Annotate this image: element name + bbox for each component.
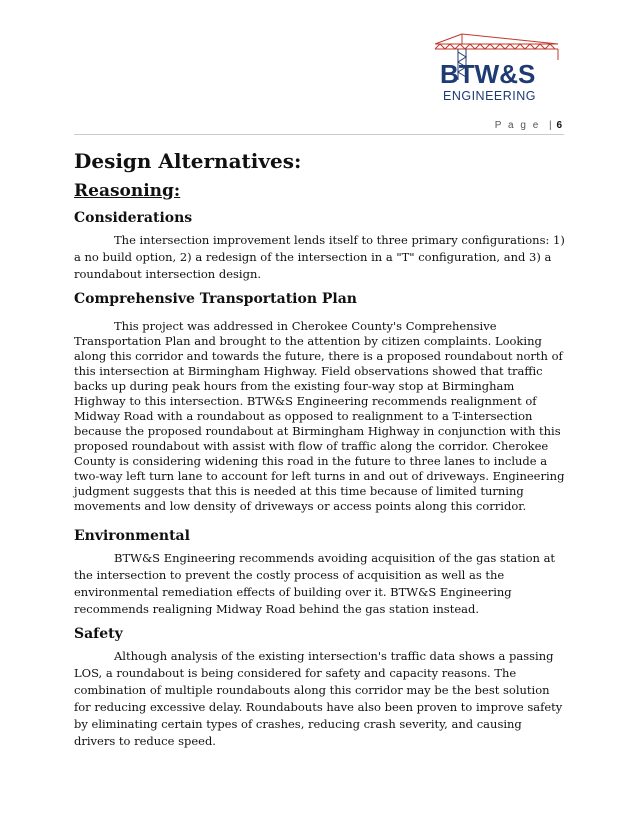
- logo-brand: BTW&S: [440, 59, 536, 89]
- page-number: [495, 120, 562, 131]
- page-separator: |: [549, 120, 552, 131]
- page-subtitle: Reasoning:: [74, 181, 181, 201]
- section-heading-safety: Safety: [74, 626, 123, 642]
- page-label: P a g e: [494, 120, 541, 131]
- crane-icon: [435, 34, 558, 60]
- section-heading-considerations: Considerations: [74, 210, 193, 226]
- logo-subtitle: ENGINEERING: [443, 89, 537, 103]
- header-rule: [74, 134, 564, 135]
- section-body-environmental: BTW&S Engineering recommends avoiding acquisition of the gas station at the intersection to prevent the costly process of acquisition as well as the environmental remediation effects of building over it. BTW&S Engineering recommends realigning Midway Road behind the gas station instead.: [74, 551, 556, 616]
- section-heading-transportation-plan: Comprehensive Transportation Plan: [74, 291, 357, 307]
- page-number-value: 6: [556, 120, 562, 131]
- section-body-safety: Although analysis of the existing intersection's traffic data shows a passing LOS, a roundabout is being considered for safety and capacity reasons. The combination of multiple roundabouts along this corridor may be the best solution for reducing excessive delay. Roundabouts have also been proven to improve safety by eliminating certain types of crashes, reducing crash severity, and causing drivers to reduce speed.: [74, 649, 563, 748]
- section-body-transportation-plan: This project was addressed in Cherokee County's Comprehensive Transportation Plan and brought to the attention by citizen complaints. Looking along this corridor and towards the future, there is a proposed roundabout north of this intersection at Birmingham Highway. Field observations showed that traffic backs up during peak hours from the existing four-way stop at Birmingham Highway to this intersection. BTW&S Engineering recommends realignment of Midway Road with a roundabout as opposed to realignment to a T-intersection because the proposed roundabout at Birmingham Highway in conjunction with this proposed roundabout with assist with flow of traffic along the corridor. Cherokee County is considering widening this road in the future to three lanes to include a two-way left turn lane to account for left turns in and out of driveways. Engineering judgment suggests that this is needed at this time because of limited turning movements and low density of driveways or access points along this corridor.: [74, 319, 565, 513]
- document-body: [74, 148, 566, 756]
- section-body-considerations: The intersection improvement lends itself to three primary configurations: 1) a no build option, 2) a redesign of the intersection in a "T" configuration, and 3) a roundabout intersection design.: [74, 233, 565, 281]
- page-title: Design Alternatives:: [74, 149, 302, 173]
- section-heading-environmental: Environmental: [74, 528, 190, 544]
- company-logo: [430, 30, 565, 110]
